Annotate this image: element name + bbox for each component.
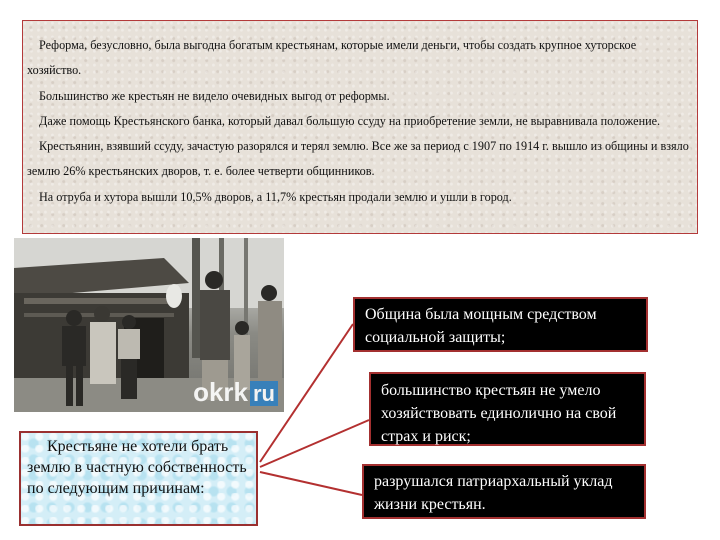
reason-box-social-protection: Община была мощным средством социальной защиты; bbox=[353, 297, 648, 352]
paragraph-bank: Даже помощь Крестьянского банка, который давал большую ссуду на приобретение земли, не выравнивала положение. bbox=[39, 113, 661, 128]
paragraph-farms: На отруба и хутора вышли 10,5% дворов, а 11,7% крестьян продали землю и ушли в город. bbox=[39, 189, 512, 204]
reasons-lead-text: Крестьяне не хотели брать землю в частную собственность по следующим причинам: bbox=[27, 438, 247, 497]
reasons-lead-box bbox=[19, 431, 258, 526]
reason-box-patriarchal-way: разрушался патриархальный уклад жизни крестьян. bbox=[362, 464, 646, 519]
paragraph-majority: Большинство же крестьян не видело очевидных выгод от реформы. bbox=[39, 88, 390, 103]
connector-line-2 bbox=[260, 420, 369, 467]
paragraph-loan: Крестьянин, взявший ссуду, зачастую разорялся и терял землю. Все же за период с 1907 по 1914 г. вышло из общины и взяло землю 26% крестьянских дворов, т. е. более четверти общинников. bbox=[27, 139, 689, 179]
paragraph-reform-benefit: Реформа, безусловно, была выгодна богатым крестьянам, которые имели деньги, чтобы создать крупное хуторское хозяйство. bbox=[27, 38, 637, 78]
connector-line-3 bbox=[260, 472, 362, 495]
reason-box-farming-skills: большинство крестьян не умело хозяйствовать единолично на свой страх и риск; bbox=[369, 372, 646, 446]
watermark-suffix: ru bbox=[250, 381, 278, 406]
connector-line-1 bbox=[260, 324, 353, 462]
watermark-text: okrk bbox=[193, 377, 248, 407]
